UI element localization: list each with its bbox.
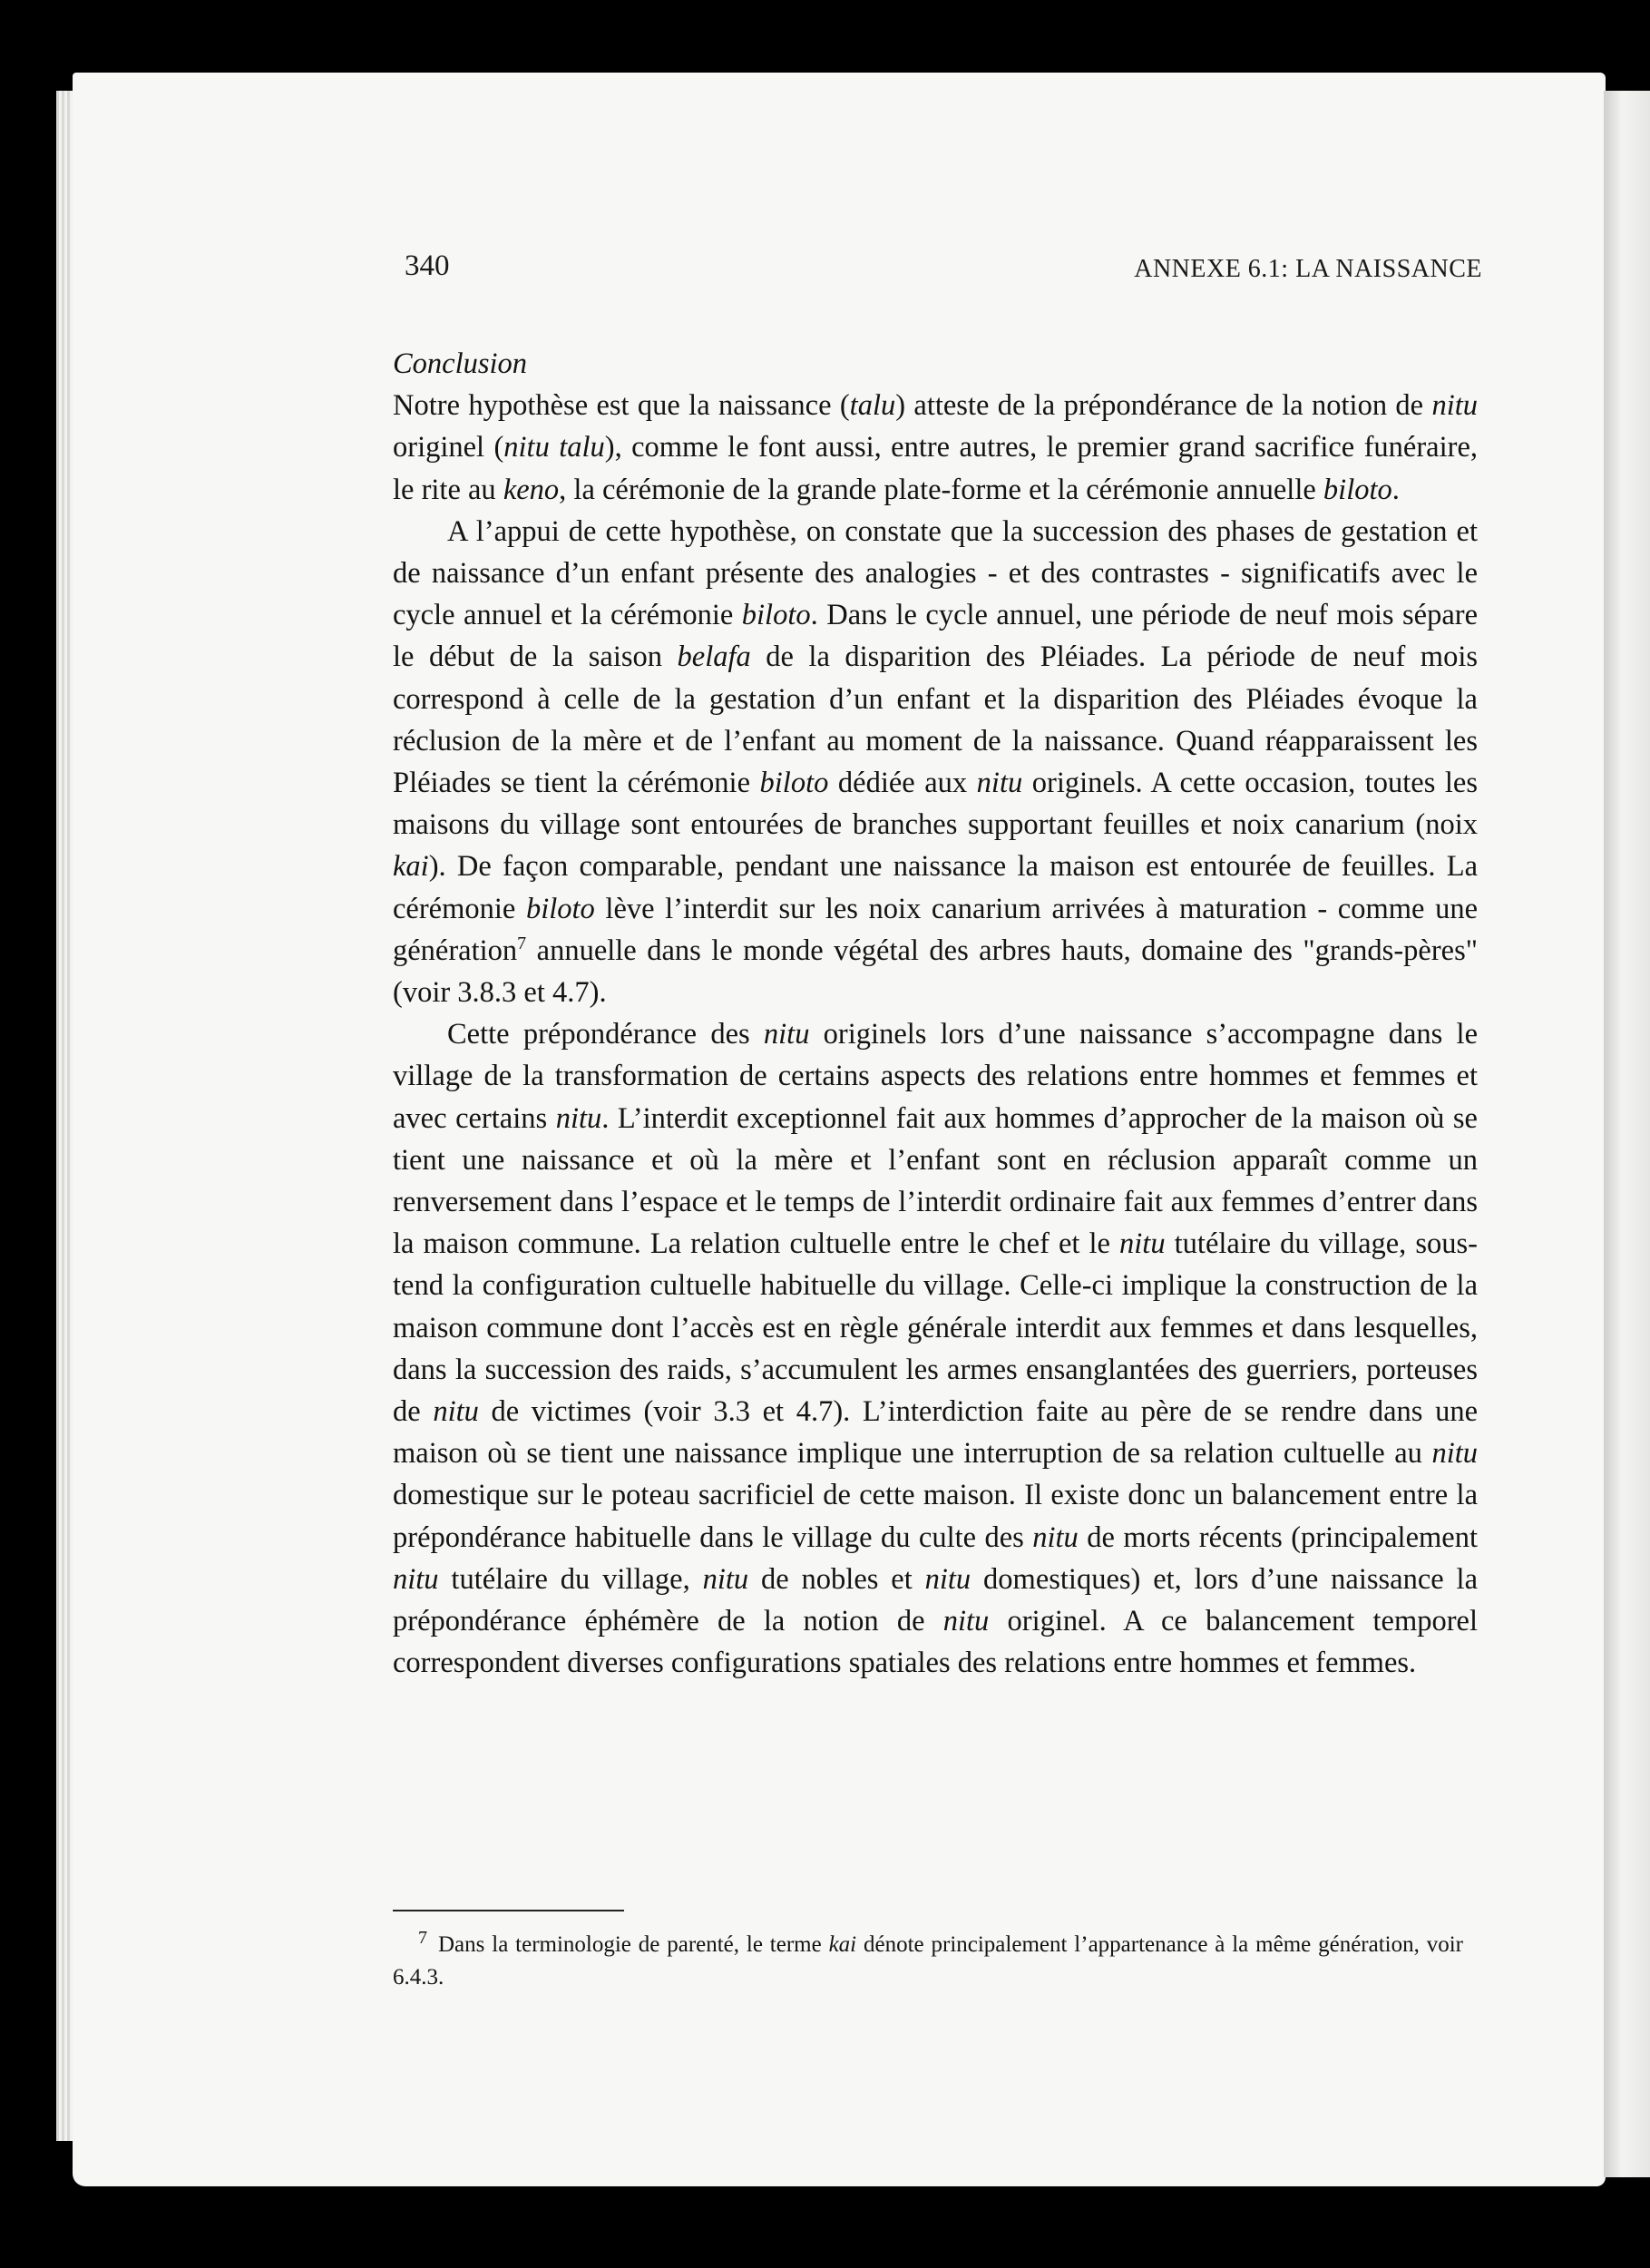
italic-term: nitu xyxy=(763,1018,810,1051)
text-run: originel ( xyxy=(393,431,504,464)
italic-term: kai xyxy=(393,850,429,884)
italic-term: kai xyxy=(828,1932,857,1957)
text-run: , la cérémonie de la grande plate-forme et la cérémonie annuelle xyxy=(559,473,1323,506)
italic-term: biloto xyxy=(759,767,829,800)
text-run: lève l’interdit sur les noix canarium arrivées à maturation - comme une génération xyxy=(393,892,1478,967)
facing-page-edge xyxy=(1604,91,1650,2177)
text-run: domestique sur le poteau sacrificiel de cette maison. Il existe donc un balancement entre la prépondérance habituelle dans le village du culte des xyxy=(393,1479,1478,1554)
italic-term: nitu xyxy=(942,1605,990,1638)
text-run: dédiée aux xyxy=(828,767,977,800)
italic-term: nitu talu xyxy=(503,431,605,464)
text-run: originel. A ce balancement temporel correspondent diverses configurations spatiales des relations entre hommes et femmes. xyxy=(393,1605,1479,1680)
italic-term: nitu xyxy=(1431,1437,1478,1471)
text-run: originels. A cette occasion, toutes les maisons du village sont entourées de branches supportant feuilles et noix canarium (noix xyxy=(393,767,1478,842)
footnote-mark: 7 xyxy=(418,1927,427,1948)
italic-term: belafa xyxy=(677,640,751,674)
paragraph xyxy=(393,385,1478,511)
text-run: Dans la terminologie de parenté, le terme xyxy=(438,1932,829,1957)
text-run: de la disparition des Pléiades. La période de neuf mois correspond à celle de la gestation d’un enfant et la disparition des Pléiades évoque la réclusion de la mère et de l’enfant au moment de la naissance. Quand réapparaissent les Pléiades se tient la cérémonie xyxy=(393,640,1478,800)
italic-term: nitu xyxy=(433,1395,479,1429)
italic-term: nitu xyxy=(702,1562,749,1596)
text-run: ). De façon comparable, pendant une naissance la maison est entourée de feuilles. La cérémonie xyxy=(393,850,1478,925)
italic-term: nitu xyxy=(393,1562,439,1596)
section-heading: Conclusion xyxy=(393,347,528,380)
paragraph xyxy=(393,1013,1478,1684)
text-run: de victimes (voir 3.3 et 4.7). L’interdiction faite au père de se rendre dans une maison où se tient une naissance implique une interruption de sa relation cultuelle au xyxy=(393,1395,1478,1471)
italic-term: nitu xyxy=(976,767,1023,800)
italic-term: talu xyxy=(849,389,896,423)
main-text xyxy=(393,343,1478,1685)
footnote xyxy=(393,1929,1463,1994)
running-header xyxy=(405,249,1482,295)
italic-term: biloto xyxy=(741,599,811,632)
text-run: annuelle dans le monde végétal des arbres hauts, domaine des "grands-pères" (voir 3.8.3 et 4.7). xyxy=(393,934,1478,1010)
footnote-rule xyxy=(393,1910,624,1911)
page-number: 340 xyxy=(405,249,450,282)
text-run: Cette prépondérance des xyxy=(447,1018,764,1051)
footnote-text xyxy=(393,1932,1463,1989)
paragraph xyxy=(393,511,1478,1013)
text-run: de morts récents (principalement xyxy=(1078,1520,1478,1554)
text-run: tutélaire du village, sous-tend la configuration cultuelle habituelle du village. Celle-ci implique la construction de la maison commune dont l’accès est en règle générale interdit aux femmes et dans lesquelles, dans la succession des raids, s’accumulent les armes ensanglantées des guerriers, porteuses de xyxy=(393,1227,1478,1429)
footnote-reference: 7 xyxy=(517,934,527,954)
italic-term: nitu xyxy=(1119,1227,1166,1261)
text-run: tutélaire du village, xyxy=(438,1562,703,1596)
text-run: de nobles et xyxy=(748,1562,925,1596)
text-run: . L’interdit exceptionnel fait aux hommes d’approcher de la maison où se tient une naissance et où la mère et l’enfant sont en réclusion apparaît comme un renversement dans l’espace et le temps de l’interdit ordinaire fait aux femmes d’entrer dans la maison commune. La relation cultuelle entre le chef et le xyxy=(393,1101,1478,1261)
italic-term: keno xyxy=(503,473,560,506)
italic-term: nitu xyxy=(555,1101,602,1135)
text-run: Notre hypothèse est que la naissance ( xyxy=(393,389,850,423)
text-run: . xyxy=(1391,473,1400,506)
italic-term: biloto xyxy=(525,892,595,925)
text-run: . Dans le cycle annuel, une période de neuf mois sépare le début de la saison xyxy=(393,599,1478,674)
italic-term: biloto xyxy=(1323,473,1392,506)
text-run: ), comme le font aussi, entre autres, le premier grand sacrifice funéraire, le rite au xyxy=(393,431,1478,506)
chapter-running-title: ANNEXE 6.1: LA NAISSANCE xyxy=(1134,255,1482,283)
text-run: A l’appui de cette hypothèse, on constate que la succession des phases de gestation et de naissance d’un enfant présente des analogies - et des contrastes - significatifs avec le cycle annuel et la cérémonie xyxy=(393,514,1478,632)
text-run: domestiques) et, lors d’une naissance la prépondérance éphémère de la notion de xyxy=(393,1562,1479,1638)
text-run: originels lors d’une naissance s’accompagne dans le village de la transformation de certains aspects des relations entre hommes et femmes et avec certains xyxy=(393,1018,1478,1135)
text-run: dénote principalement l’appartenance à la même génération, voir 6.4.3. xyxy=(393,1932,1463,1989)
text-run: ) atteste de la prépondérance de la notion de xyxy=(895,389,1432,423)
italic-term: nitu xyxy=(924,1562,971,1596)
italic-term: nitu xyxy=(1431,389,1478,423)
italic-term: nitu xyxy=(1032,1520,1079,1554)
